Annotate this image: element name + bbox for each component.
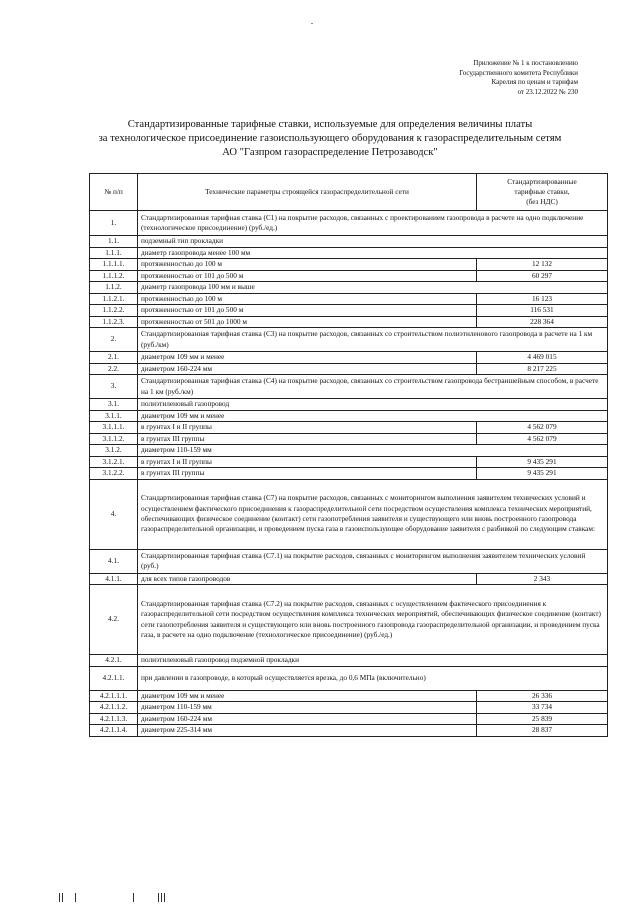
row-parameter: диаметром 110-159 мм [138, 445, 608, 457]
table-row [90, 270, 608, 282]
row-rate-value: 2 343 [477, 573, 608, 585]
header-rate-line: Стандартизированные [507, 176, 577, 186]
header-rate [477, 174, 608, 211]
row-parameter: Стандартизированная тарифная ставка (С1) на покрытие расходов, связанных с проектированием газопровода в расчете на одно подключение (технологическое присоединение) (руб./ед.) [138, 211, 608, 236]
title-line: АО "Газпром газораспределение Петрозаводск" [222, 147, 438, 158]
table-row [90, 433, 608, 445]
table-row [90, 549, 608, 573]
row-number: 2.1. [90, 352, 138, 364]
row-number: 2.2. [90, 363, 138, 375]
row-number: 4.1. [90, 549, 138, 573]
annex-line: от 23.12.2022 № 230 [517, 87, 578, 96]
row-number: 4.2.1.1.1. [90, 690, 138, 702]
row-rate-value: 28 837 [477, 725, 608, 737]
row-number: 2. [90, 328, 138, 352]
row-number: 3.1.2.1. [90, 456, 138, 468]
row-number: 1.1.1.2. [90, 270, 138, 282]
row-number: 4.2.1.1.2. [90, 702, 138, 714]
row-parameter: диаметром 109 мм и менее [138, 352, 477, 364]
row-parameter: подземный тип прокладки [138, 236, 608, 248]
row-parameter: диаметром 110-159 мм [138, 702, 477, 714]
row-rate-value: 4 469 015 [477, 352, 608, 364]
table-row [90, 316, 608, 328]
table-row [90, 479, 608, 549]
table-row [90, 725, 608, 737]
table-row [90, 247, 608, 259]
table-row [90, 399, 608, 411]
table-row [90, 410, 608, 422]
row-parameter: диаметром 160-224 мм [138, 713, 477, 725]
row-number: 3. [90, 375, 138, 399]
table-row [90, 282, 608, 294]
row-parameter: Стандартизированная тарифная ставка (С7.1) на покрытие расходов, связанных с мониторингом выполнения заявителем технических условий (руб.) [138, 549, 608, 573]
scan-mark [164, 893, 165, 902]
row-rate-value: 26 336 [477, 690, 608, 702]
row-parameter: в грунтах I и II группы [138, 456, 477, 468]
table-row [90, 666, 608, 690]
table-row [90, 702, 608, 714]
table-header-row [90, 174, 608, 211]
row-number: 4.2.1. [90, 655, 138, 667]
header-rate-line: тарифные ставки, [514, 186, 570, 196]
row-parameter: для всех типов газопроводов [138, 573, 477, 585]
table-row [90, 305, 608, 317]
row-rate-value: 116 531 [477, 305, 608, 317]
row-number: 3.1.1.1. [90, 422, 138, 434]
row-parameter: Стандартизированная тарифная ставка (С4) на покрытие расходов, связанных со строительством газопровода бестраншейным способом, в расчете на 1 км (руб./км) [138, 375, 608, 399]
row-rate-value: 9 435 291 [477, 456, 608, 468]
scan-mark [59, 893, 60, 902]
document-title [60, 118, 600, 160]
table-row [90, 259, 608, 271]
annex-line: Карелия по ценам и тарифам [491, 78, 578, 87]
row-number: 1.1.2. [90, 282, 138, 294]
row-parameter: при давлении в газопроводе, в который осуществляется врезка, до 0,6 МПа (включительно) [138, 666, 608, 690]
row-parameter: Стандартизированная тарифная ставка (С7.2) на покрытие расходов, связанных с осуществлением фактического присоединения к газораспределительной сети посредством осуществления комплекса технических мероприятий, обеспечивающих физическое соединение (контакт) сети газопотребления заявителя и существующего или вновь построенного газопровода газораспределительной организации, и проведением пуска газа, в расчете на одно подключение (технологическое присоединение) (руб./ед.) [138, 585, 608, 655]
row-rate-value: 8 217 225 [477, 363, 608, 375]
row-number: 1.1.1.1. [90, 259, 138, 271]
table-row [90, 468, 608, 480]
table-row [90, 211, 608, 236]
scan-mark [75, 893, 76, 902]
annex-line: Государственного комитета Республики [459, 68, 578, 77]
table-row [90, 655, 608, 667]
header-rate-line: (без НДС) [526, 197, 558, 207]
annex-line: Приложение № 1 к постановлению [473, 59, 578, 67]
row-parameter: протяженностью от 501 до 1000 м [138, 316, 477, 328]
scan-mark [62, 893, 63, 902]
table-row [90, 573, 608, 585]
row-number: 4.2. [90, 585, 138, 655]
row-number: 4.2.1.1.4. [90, 725, 138, 737]
row-rate-value: 16 123 [477, 293, 608, 305]
row-number: 1.1. [90, 236, 138, 248]
table-row [90, 456, 608, 468]
table-row [90, 375, 608, 399]
row-number: 1.1.2.2. [90, 305, 138, 317]
row-rate-value: 12 132 [477, 259, 608, 271]
row-parameter: диаметром 109 мм и менее [138, 690, 477, 702]
annex-reference [318, 59, 578, 97]
row-number: 3.1. [90, 399, 138, 411]
row-parameter: диаметром 109 мм и менее [138, 410, 608, 422]
row-rate-value: 33 734 [477, 702, 608, 714]
row-parameter: в грунтах I и II группы [138, 422, 477, 434]
row-number: 1.1.1. [90, 247, 138, 259]
row-number: 3.1.1. [90, 410, 138, 422]
row-parameter: диаметр газопровода 100 мм и выше [138, 282, 608, 294]
row-parameter: диаметром 225-314 мм [138, 725, 477, 737]
table-row [90, 422, 608, 434]
row-number: 3.1.2.2. [90, 468, 138, 480]
row-parameter: протяженностью от 101 до 500 м [138, 270, 477, 282]
scan-mark [158, 893, 159, 902]
row-rate-value: 9 435 291 [477, 468, 608, 480]
table-row [90, 363, 608, 375]
row-parameter: в грунтах III группы [138, 468, 477, 480]
row-number: 4.2.1.1.3. [90, 713, 138, 725]
row-parameter: в грунтах III группы [138, 433, 477, 445]
table-row [90, 713, 608, 725]
title-line: за технологическое присоединение газоиспользующего оборудования к газораспределительным сетям [98, 133, 562, 144]
title-line: Стандартизированные тарифные ставки, используемые для определения величины платы [127, 119, 533, 130]
table-row [90, 352, 608, 364]
row-number: 4. [90, 479, 138, 549]
row-parameter: полиэтиленовый газопровод подземной прокладки [138, 655, 608, 667]
row-number: 4.1.1. [90, 573, 138, 585]
row-parameter: диаметром 160-224 мм [138, 363, 477, 375]
row-number: 1.1.2.1. [90, 293, 138, 305]
table-row [90, 445, 608, 457]
row-parameter: протяженностью до 100 м [138, 259, 477, 271]
header-parameters: Технические параметры строящейся газораспределительной сети [138, 174, 477, 211]
row-rate-value: 4 562 079 [477, 433, 608, 445]
table-body [90, 211, 608, 737]
table-row [90, 585, 608, 655]
row-number: 3.1.1.2. [90, 433, 138, 445]
row-parameter: диаметр газопровода менее 100 мм [138, 247, 608, 259]
row-parameter: Стандартизированная тарифная ставка (С3) на покрытие расходов, связанных со строительством полиэтиленового газопровода в расчете на 1 км (руб./км) [138, 328, 608, 352]
row-rate-value: 228 364 [477, 316, 608, 328]
tariff-table [89, 173, 608, 737]
row-rate-value: 4 562 079 [477, 422, 608, 434]
row-number: 3.1.2. [90, 445, 138, 457]
row-parameter: протяженностью от 101 до 500 м [138, 305, 477, 317]
scan-mark [161, 893, 162, 902]
row-number: 4.2.1.1. [90, 666, 138, 690]
row-parameter: полиэтиленовый газопровод [138, 399, 608, 411]
header-number: № п/п [90, 174, 138, 211]
row-parameter: протяженностью до 100 м [138, 293, 477, 305]
table-row [90, 690, 608, 702]
row-number: 1.1.2.3. [90, 316, 138, 328]
row-rate-value: 60 297 [477, 270, 608, 282]
table-row [90, 328, 608, 352]
row-number: 1. [90, 211, 138, 236]
scan-mark [133, 893, 134, 902]
scan-speck [311, 23, 313, 24]
table-row [90, 293, 608, 305]
table-row [90, 236, 608, 248]
row-rate-value: 25 839 [477, 713, 608, 725]
row-parameter: Стандартизированная тарифная ставка (С7) на покрытие расходов, связанных с мониторингом выполнения заявителем технических условий и осуществлением фактического присоединения к газораспределительной сети посредством осуществления комплекса технических мероприятий, обеспечивающих физическое соединение (контакт) сети газопотребления заявителя и существующего или вновь построенного газопровода газораспределительной организации, и проведением пуска газа в газоиспользующее оборудование заявителя с разбивкой по следующим ставкам: [138, 479, 608, 549]
